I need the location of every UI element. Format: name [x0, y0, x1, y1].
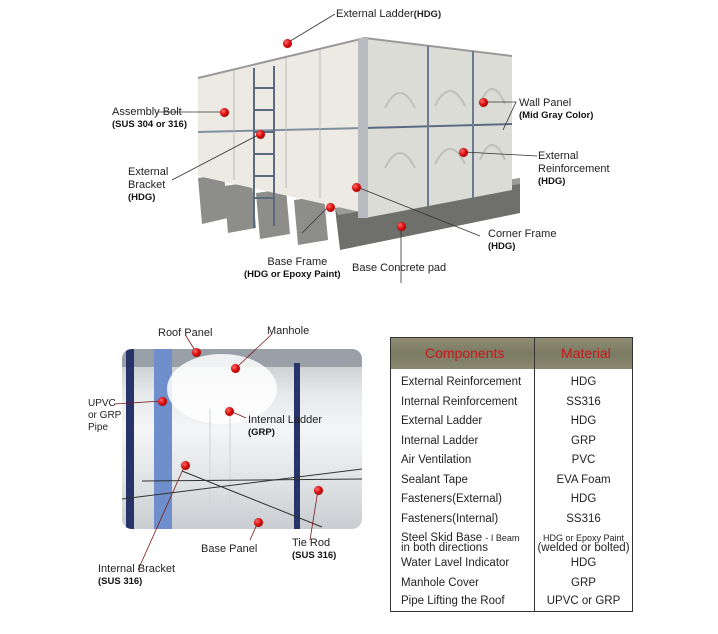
- marker-base-panel: [254, 518, 263, 527]
- table-row: [391, 373, 632, 392]
- table-row: [391, 592, 632, 611]
- label-spec: (SUS 304 or 316): [112, 119, 187, 130]
- label-spec: (HDG or Epoxy Paint): [244, 269, 341, 280]
- cell-material: PVC: [571, 454, 596, 466]
- cell-component: Water Lavel Indicator: [401, 557, 510, 569]
- table-row: [391, 510, 632, 529]
- marker-tie-rod: [314, 486, 323, 495]
- label-spec: (HDG): [413, 9, 442, 20]
- cell-material-line2: (welded or bolted): [537, 542, 630, 554]
- label-spec: (HDG): [128, 192, 156, 203]
- cell-material-main: HDG or Epoxy Paint: [542, 533, 625, 543]
- cell-material: HDG: [570, 557, 597, 569]
- label-text: Tie Rod: [292, 537, 331, 549]
- table-row: [391, 471, 632, 490]
- table-row: [391, 432, 632, 451]
- cell-component: Pipe Lifting the Roof: [401, 595, 505, 607]
- marker-manhole: [231, 364, 240, 373]
- label-text: Base Concrete pad: [352, 262, 447, 274]
- cell-component: Sealant Tape: [401, 474, 468, 486]
- label-text: External: [538, 150, 579, 162]
- label-pipe: [88, 398, 121, 434]
- label-text: Roof Panel: [158, 327, 213, 339]
- label-base-panel: [201, 543, 257, 556]
- label-spec: (Mid Gray Color): [519, 110, 594, 121]
- cell-component: Manhole Cover: [401, 577, 479, 589]
- cell-component: External Reinforcement: [401, 376, 522, 388]
- cell-component-main: Steel Skid Base: [401, 532, 483, 544]
- label-internal-ladder: [248, 414, 322, 438]
- table-row: [391, 574, 632, 593]
- label-text: Pipe: [88, 422, 109, 433]
- cell-material: SS316: [566, 396, 601, 408]
- label-text: External: [128, 166, 169, 178]
- label-internal-bracket: [98, 563, 175, 587]
- label-text: Internal Bracket: [98, 563, 176, 575]
- label-tie-rod: [292, 537, 336, 561]
- cell-component-suffix: - I Beam: [485, 533, 520, 543]
- header-material: Material: [561, 345, 611, 361]
- label-roof-panel: [158, 327, 212, 340]
- table-row: [391, 412, 632, 431]
- table-row: [391, 490, 632, 509]
- cell-material: UPVC or GRP: [546, 595, 621, 607]
- label-text: Assembly Bolt: [112, 106, 182, 118]
- cell-component: External Ladder: [401, 415, 483, 427]
- label-text: UPVC: [88, 398, 116, 409]
- cell-material: [535, 533, 632, 553]
- cell-material: SS316: [566, 513, 601, 525]
- components-material-table: [390, 337, 633, 612]
- cell-material: GRP: [571, 435, 596, 447]
- cell-component: [401, 533, 519, 553]
- marker-internal-bracket: [181, 461, 190, 470]
- label-manhole: [267, 325, 309, 338]
- cell-material: HDG: [570, 376, 597, 388]
- cell-component: Internal Ladder: [401, 435, 479, 447]
- table-row: [391, 393, 632, 412]
- label-spec: (SUS 316): [292, 550, 337, 561]
- cell-component: Fasteners(External): [401, 493, 502, 505]
- label-text: Internal Ladder: [248, 414, 322, 426]
- cell-component: Air Ventilation: [401, 454, 472, 466]
- header-components: Components: [425, 345, 505, 361]
- cell-component: Fasteners(Internal): [401, 513, 499, 525]
- cell-material: GRP: [571, 577, 596, 589]
- marker-pipe: [158, 397, 167, 406]
- marker-roof-panel: [192, 348, 201, 357]
- label-spec: (HDG): [488, 241, 516, 252]
- label-spec: (GRP): [248, 427, 275, 438]
- label-spec: (SUS 316): [98, 576, 143, 587]
- label-text: Wall Panel: [519, 97, 572, 109]
- label-text: External Ladder: [336, 8, 414, 20]
- cell-component-line2: in both directions: [401, 542, 488, 554]
- marker-internal-ladder: [225, 407, 234, 416]
- label-spec: (HDG): [538, 176, 566, 187]
- label-text: Corner Frame: [488, 228, 557, 240]
- label-text: Reinforcement: [538, 163, 610, 175]
- cell-component: Internal Reinforcement: [401, 396, 518, 408]
- table-row: [391, 451, 632, 470]
- cell-material: EVA Foam: [556, 474, 611, 486]
- label-text: Bracket: [128, 179, 166, 191]
- cell-material: HDG: [570, 415, 597, 427]
- table-header: [391, 338, 632, 369]
- table-row: [391, 554, 632, 573]
- label-text: Manhole: [267, 325, 310, 337]
- label-text: or GRP: [88, 410, 122, 421]
- cell-material: HDG: [570, 493, 597, 505]
- label-text: Base Panel: [201, 543, 258, 555]
- label-text: Base Frame: [267, 256, 328, 268]
